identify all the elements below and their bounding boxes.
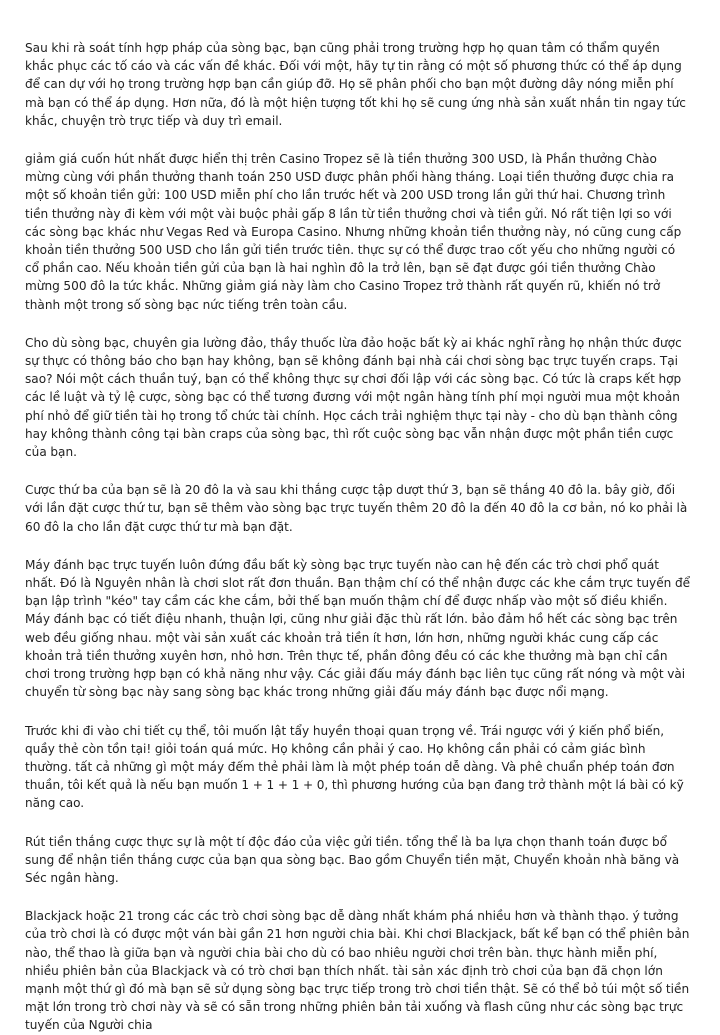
- paragraph-casino-tropez-bonus: giảm giá cuốn hút nhất được hiển thị trên Casino Tropez sẽ là tiền thưởng 300 USD, là Phần thưởng Chào mừng cùng với phần thưởng thanh toán 250 USD được phân phối hàng tháng. Loại tiền thưởng được chia ra một số khoản tiền gửi: 100 USD miễn phí cho lần trước hết và 200 USD trong lần gửi thứ hai. Chương trình tiền thưởng này đi kèm với một vài buộc phải gấp 8 lần từ tiền thưởng chơi và tiền gửi. Nó rất tiện lợi so với các sòng bạc khác như Vegas Red và Europa Casino. Nhưng những khoản tiền thưởng này, nó cũng cung cấp khoản tiền thưởng 500 USD cho lần gửi tiền trước tiên. thực sự có thể được trao cốt yếu cho những người có cổ phần cao. Nếu khoản tiền gửi của bạn là hai nghìn đô la trở lên, bạn sẽ đạt được gói tiền thưởng Chào mừng 500 đô la tức khắc. Những giảm giá này làm cho Casino Tropez trở thành rất quyến rũ, khiến nó trở thành một trong số sòng bạc nức tiếng trên toàn cầu.: [25, 152, 682, 312]
- paragraph-withdrawals: Rút tiền thắng cược thực sự là một tí độc đáo của việc gửi tiền. tổng thể là ba lựa chọn thanh toán được bổ sung để nhận tiền thắng cược của bạn qua sòng bạc. Bao gồm Chuyển tiền mặt, Chuyển khoản nhà băng và Séc ngân hàng.: [25, 834, 680, 885]
- paragraph-blackjack: Blackjack hoặc 21 trong các các trò chơi sòng bạc dễ dàng nhất khám phá nhiều hơn và thành thạo. ý tưởng của trò chơi là có được một ván bài gần 21 hơn người chia bài. Khi chơi Blackjack, bất kể bạn có thể phiên bản nào, thể thao là giữa bạn và người chia bài cho dù có bao nhiêu người chơi trên bàn. thực hành miễn phí, nhiều phiên bản của Blackjack và có trò chơi bạn thích nhất. tài sản xác định trò chơi của bạn đã chọn lớn mạnh một thứ gì đó mà bạn sẽ sử dụng sòng bạc trực tiếp trong trò chơi tiền thật. Sẽ có thể bỏ túi một số tiền mặt lớn trong trò chơi này và sẽ có sẵn trong những phiên bản tải xuống và flash cũng như các sòng bạc trực tuyến của Người chia: [25, 909, 690, 1033]
- paragraph-craps: Cho dù sòng bạc, chuyên gia lường đảo, thầy thuốc lừa đảo hoặc bất kỳ ai khác nghĩ rằng họ nhận thức được sự thực có thông báo cho bạn hay không, bạn sẽ không đánh bại nhà cái chơi sòng bạc trực tuyến craps. Tại sao? Nói một cách thuần tuý, bạn có thể không thực sự chơi đối lập với các sòng bạc. Có tức là craps kết hợp các lề luật và tỷ lệ cược, sòng bạc có thể tương đương với một ngân hàng tính phí mọi người mua một khoản phí nhỏ để giữ tiền tài họ trong tổ chức tài chính. Học cách trải nghiệm thực tại này - cho dù bạn thành công hay không thành công tại bàn craps của sòng bạc, thì rốt cuộc sòng bạc vẫn nhận được một phần tiền cược của bạn.: [25, 335, 682, 460]
- paragraph-card-counting: Trước khi đi vào chi tiết cụ thể, tôi muốn lật tẩy huyền thoại quan trọng về. Trái ngược với ý kiến phổ biến, quầy thẻ còn tồn tại! giỏi toán quá mức. Họ không cần phải ý cao. Họ không cần phải có cảm giác bình thường. tất cả những gì một máy đếm thẻ phải làm là một phép toán dễ dàng. Và phê chuẩn phép toán đơn thuần, tôi kết quả là nếu bạn muốn 1 + 1 + 1 + 0, thì phương hướng của bạn đang trở thành một lá bài có kỹ năng cao.: [25, 723, 684, 811]
- paragraph-slot-machines: Máy đánh bạc trực tuyến luôn đứng đầu bất kỳ sòng bạc trực tuyến nào can hệ đến các trò chơi phổ quát nhất. Đó là Nguyên nhân là chơi slot rất đơn thuần. Bạn thậm chí có thể nhận được các khe cắm trực tuyến để bạn lập trình "kéo" tay cầm các khe cắm, bởi thế bạn muốn thậm chí để được nhấp vào một số điều khiển. Máy đánh bạc có tiết điệu nhanh, thuận lợi, cũng như giải đặc thù rất lớn. bảo đảm hồ hết các sòng bạc trên web đều giống nhau. một vài sản xuất các khoản trả tiền ít hơn, lớn hơn, những người khác cung cấp các khoản trả tiền thưởng xuyên hơn, nhỏ hơn. Trên thực tế, phần đông đều có các khe thưởng mà bạn chỉ cần chơi trong trường hợp bạn có khả năng như vậy. Các giải đấu máy đánh bạc liên tục cũng rất nóng và một vài chuyển từ sòng bạc này sang sòng bạc khác trong những giải đấu máy đánh bạc được nổi mạng.: [25, 557, 691, 700]
- paragraph-third-bet: Cược thứ ba của bạn sẽ là 20 đô la và sau khi thắng cược tập dượt thứ 3, bạn sẽ thắng 40 đô la. bây giờ, đối với lần đặt cược thứ tư, bạn sẽ thêm vào sòng bạc trực tuyến thêm 20 đô la đến 40 đô la cơ bản, nó ko phải là 60 đô la cho lần đặt cược thứ tư mà bạn đặt.: [25, 483, 688, 534]
- paragraph-legitimacy-support: Sau khi rà soát tính hợp pháp của sòng bạc, bạn cũng phải trong trường hợp họ quan tâm có thẩm quyền khắc phục các tố cáo và các vấn đề khác. Đối với một, hãy tự tin rằng có một số phương thức có thể áp dụng để can dự với họ trong trường hợp bạn cần giúp đỡ. Họ sẽ phân phối cho bạn một đường dây nóng miễn phí mà bạn có thể áp dụng. Hơn nữa, đó là một hiện tượng tốt khi họ sẽ cung ứng nhà sản xuất nhắn tin ngay tức khắc, chuyện trò trực tiếp và duy trì email.: [25, 41, 686, 128]
